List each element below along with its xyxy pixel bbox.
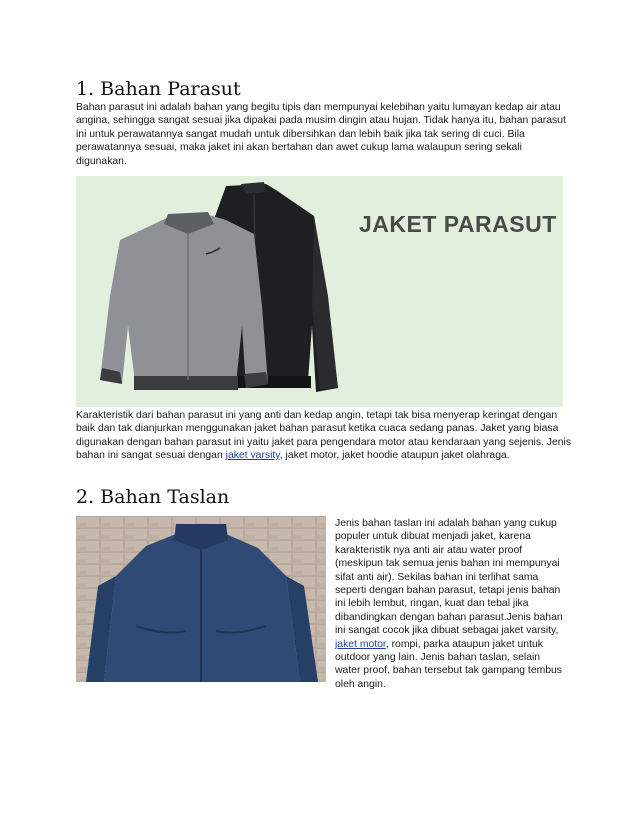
section2-text-after: , rompi, parka ataupun jaket untuk outdoor yang lain. Jenis bahan taslan, selain water proof, bahan tersebut tak gampang tembus oleh angin. [335,638,563,690]
para2-text-before: Karakteristik dari bahan parasut ini yang anti dan kedap angin, tetapi tak bisa menyerap keringat dengan baik dan tak dianjurkan menggunakan jaket bahan parasut ketika cuaca sedang panas. Jaket yang biasa digunakan dengan bahan parasut ini yaitu jaket para pengendara motor atau kendaraan yang sejenis. Jenis bahan ini sangat sesuai dengan [76,410,572,462]
para2-text-after: , jaket motor, jaket hoodie ataupun jaket olahraga. [279,450,510,462]
taslan-photo-illustration [76,516,326,682]
section2-heading: 2. Bahan Taslan [76,486,230,508]
section1-heading: 1. Bahan Parasut [76,78,241,100]
jackets-illustration [76,176,563,407]
section1-characteristics-paragraph [76,409,572,463]
section1-intro-paragraph: Bahan parasut ini adalah bahan yang begitu tipis dan mempunyai kelebihan yaitu lumayan kedap air atau angina, sehingga sangat sesuai jika dipakai pada musim dingin atau hujan. Tidak hanya itu, bahan parasut ini untuk perawatannya sangat mudah untuk dibersihkan dan lebih baik jika tak sering di cuci. Bila perawatannya sesuai, maka jaket ini akan bertahan dan awet cukup lama walaupun sering sekali digunakan. [76,102,566,167]
jaket-parasut-banner-image [76,176,563,407]
taslan-jacket-photo [76,516,326,682]
jaket-motor-link[interactable]: jaket motor [335,638,386,650]
section2-text-before: Jenis bahan taslan ini adalah bahan yang cukup populer untuk dibuat menjadi jaket, karena karakteristik nya anti air atau water proof (meskipun tak semua jenis bahan ini mempunyai sifat anti air). Sekilas bahan ini terlihat sama seperti dengan bahan parasut, tetapi jenis bahan ini lebih lembut, ringan, kuat dan tebal jika dibandingkan dengan bahan parasut.Jenis bahan ini sangat cocok jika dibuat sebagai jaket varsity, [335,518,563,637]
section2-paragraph [335,517,563,691]
jaket-varsity-link[interactable]: jaket varsity [225,450,280,462]
banner-title: JAKET PARASUT [359,211,557,237]
